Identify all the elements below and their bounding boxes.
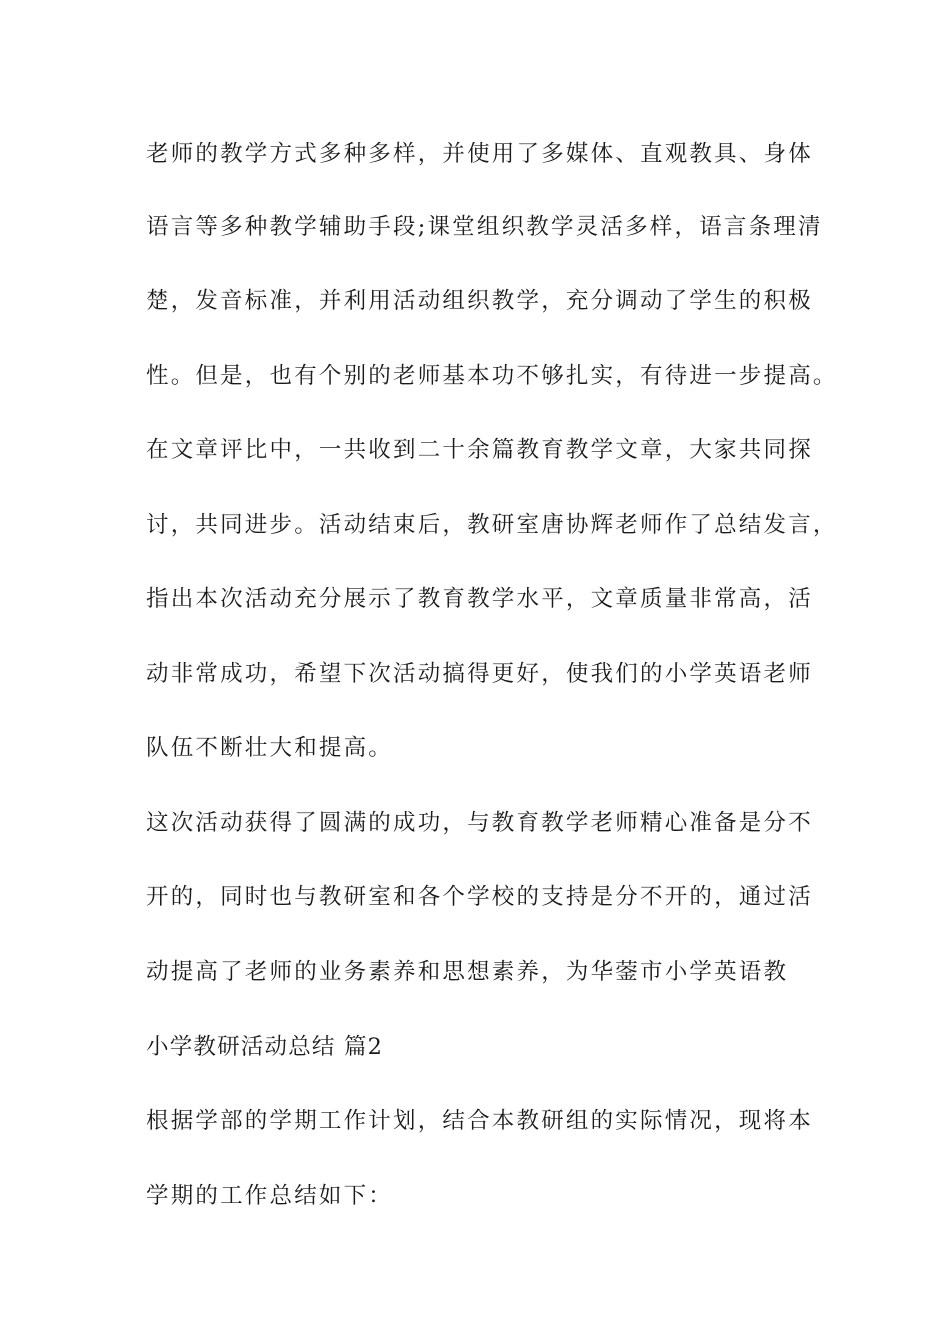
body-text-line: 动非常成功，希望下次活动搞得更好，使我们的小学英语老师: [146, 661, 813, 687]
body-text-line: 开的，同时也与教研室和各个学校的支持是分不开的，通过活: [146, 884, 813, 910]
body-text-line: 根据学部的学期工作计划，结合本教研组的实际情况，现将本: [146, 1108, 813, 1134]
body-text-line: 讨，共同进步。活动结束后，教研室唐协辉老师作了总结发言，: [146, 512, 838, 538]
body-text-line: 性。但是，也有个别的老师基本功不够扎实，有待进一步提高。: [146, 363, 838, 389]
body-text-line: 指出本次活动充分展示了教育教学水平，文章质量非常高，活: [146, 586, 813, 612]
body-text-line: 队伍不断壮大和提高。: [146, 735, 394, 761]
body-text-line: 楚，发音标准，并利用活动组织教学，充分调动了学生的积极: [146, 288, 813, 314]
section-heading: 小学教研活动总结 篇2: [146, 1034, 384, 1060]
body-text-line: 动提高了老师的业务素养和思想素养，为华蓥市小学英语教: [146, 959, 789, 985]
body-text-line: 老师的教学方式多种多样，并使用了多媒体、直观教具、身体: [146, 141, 813, 167]
body-text-line: 这次活动获得了圆满的成功，与教育教学老师精心准备是分不: [146, 810, 813, 836]
body-text-line: 在文章评比中，一共收到二十余篇教育教学文章，大家共同探: [146, 437, 813, 463]
body-text-line: 学期的工作总结如下：: [146, 1183, 394, 1209]
body-text-line: 语言等多种教学辅助手段;课堂组织教学灵活多样，语言条理清: [146, 214, 823, 240]
